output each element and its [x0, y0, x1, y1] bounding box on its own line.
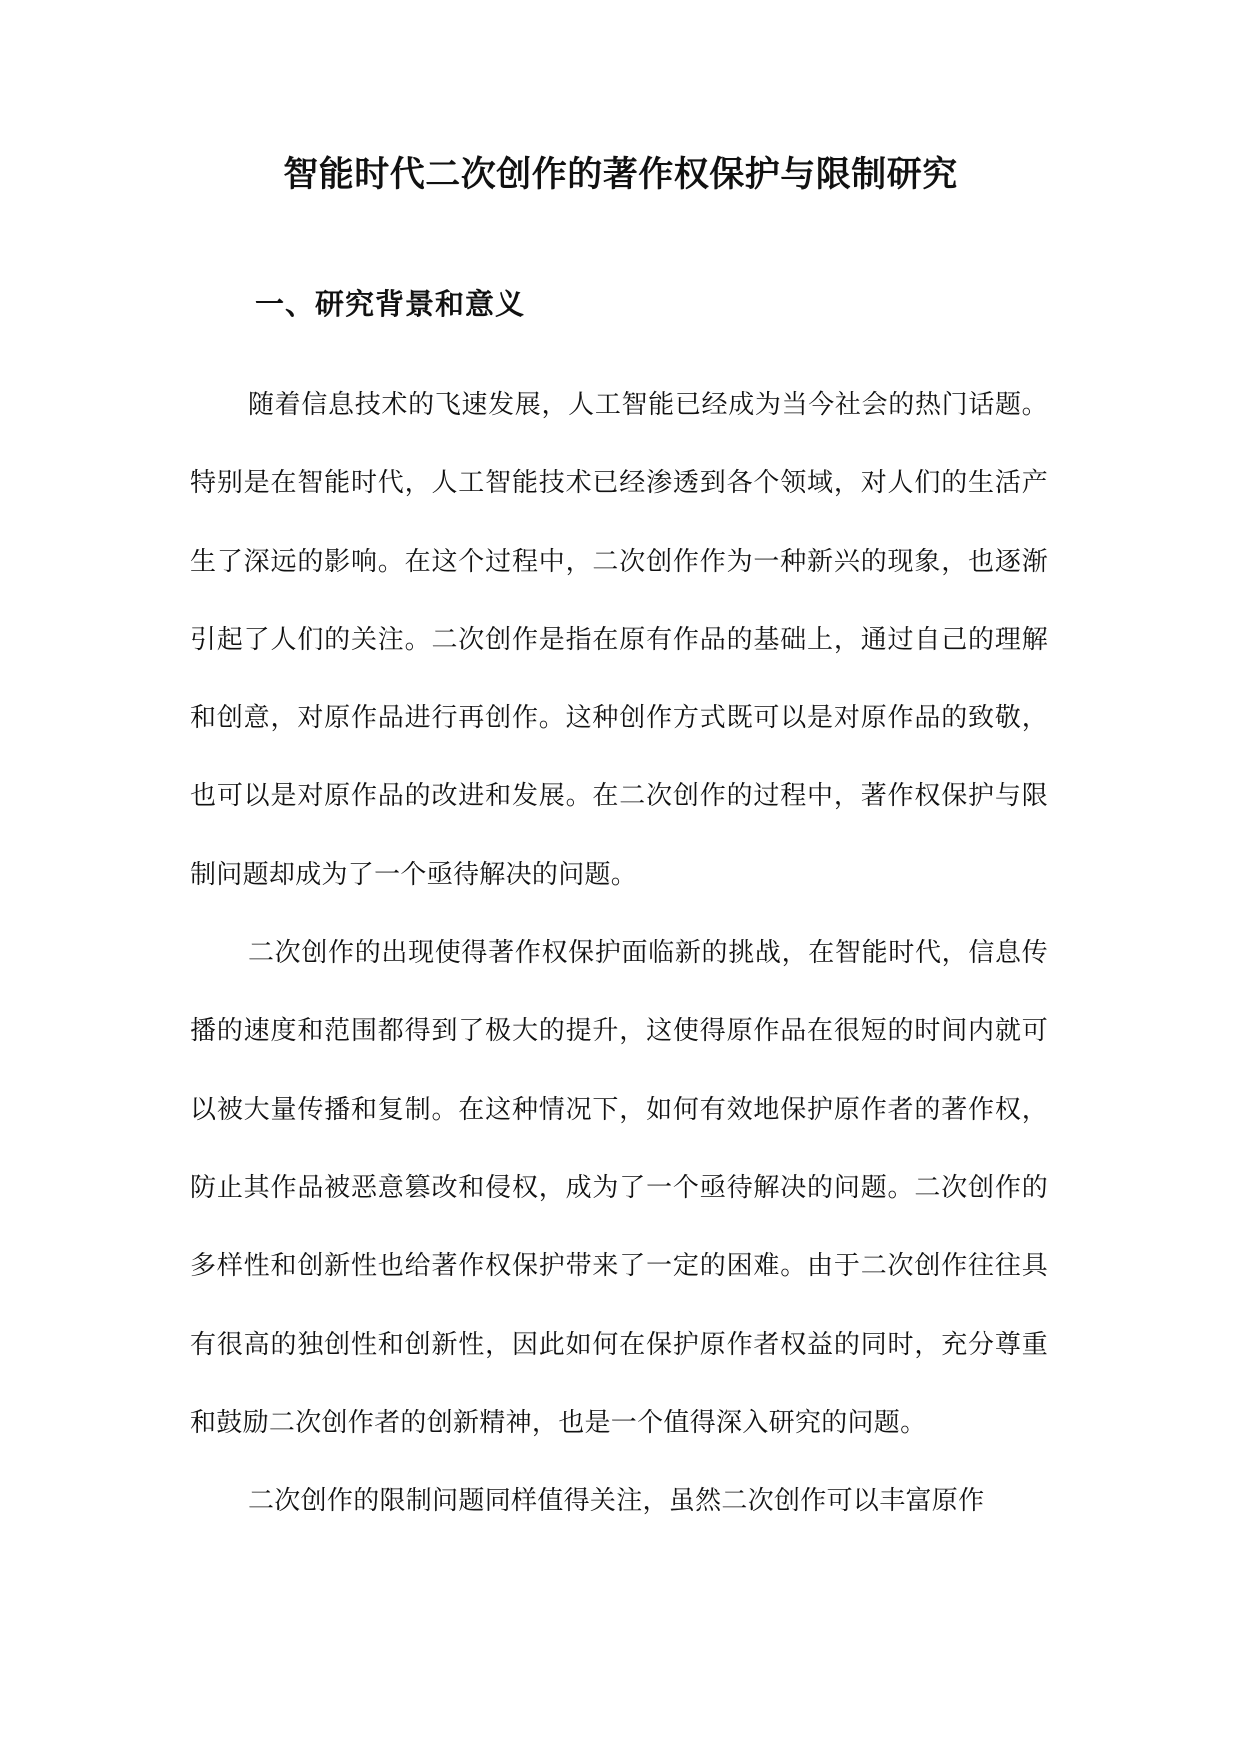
- paragraph-2: 二次创作的出现使得著作权保护面临新的挑战，在智能时代，信息传播的速度和范围都得到了极大的提升，这使得原作品在很短的时间内就可以被大量传播和复制。在这种情况下，如何有效地保护原作者的著作权，防止其作品被恶意篡改和侵权，成为了一个亟待解决的问题。二次创作的多样性和创新性也给著作权保护带来了一定的困难。由于二次创作往往具有很高的独创性和创新性，因此如何在保护原作者权益的同时，充分尊重和鼓励二次创作者的创新精神，也是一个值得深入研究的问题。: [190, 938, 1048, 1438]
- paragraph-1: 随着信息技术的飞速发展，人工智能已经成为当今社会的热门话题。特别是在智能时代，人工智能技术已经渗透到各个领域，对人们的生活产生了深远的影响。在这个过程中，二次创作作为一种新兴的现象，也逐渐引起了人们的关注。二次创作是指在原有作品的基础上，通过自己的理解和创意，对原作品进行再创作。这种创作方式既可以是对原作品的致敬，也可以是对原作品的改进和发展。在二次创作的过程中，著作权保护与限制问题却成为了一个亟待解决的问题。: [190, 390, 1048, 890]
- body-text: [190, 366, 1048, 1540]
- paragraph-3: 二次创作的限制问题同样值得关注，虽然二次创作可以丰富原作: [248, 1486, 985, 1517]
- section-heading: 一、研究背景和意义: [255, 287, 526, 321]
- document-title: 智能时代二次创作的著作权保护与限制研究: [283, 155, 958, 195]
